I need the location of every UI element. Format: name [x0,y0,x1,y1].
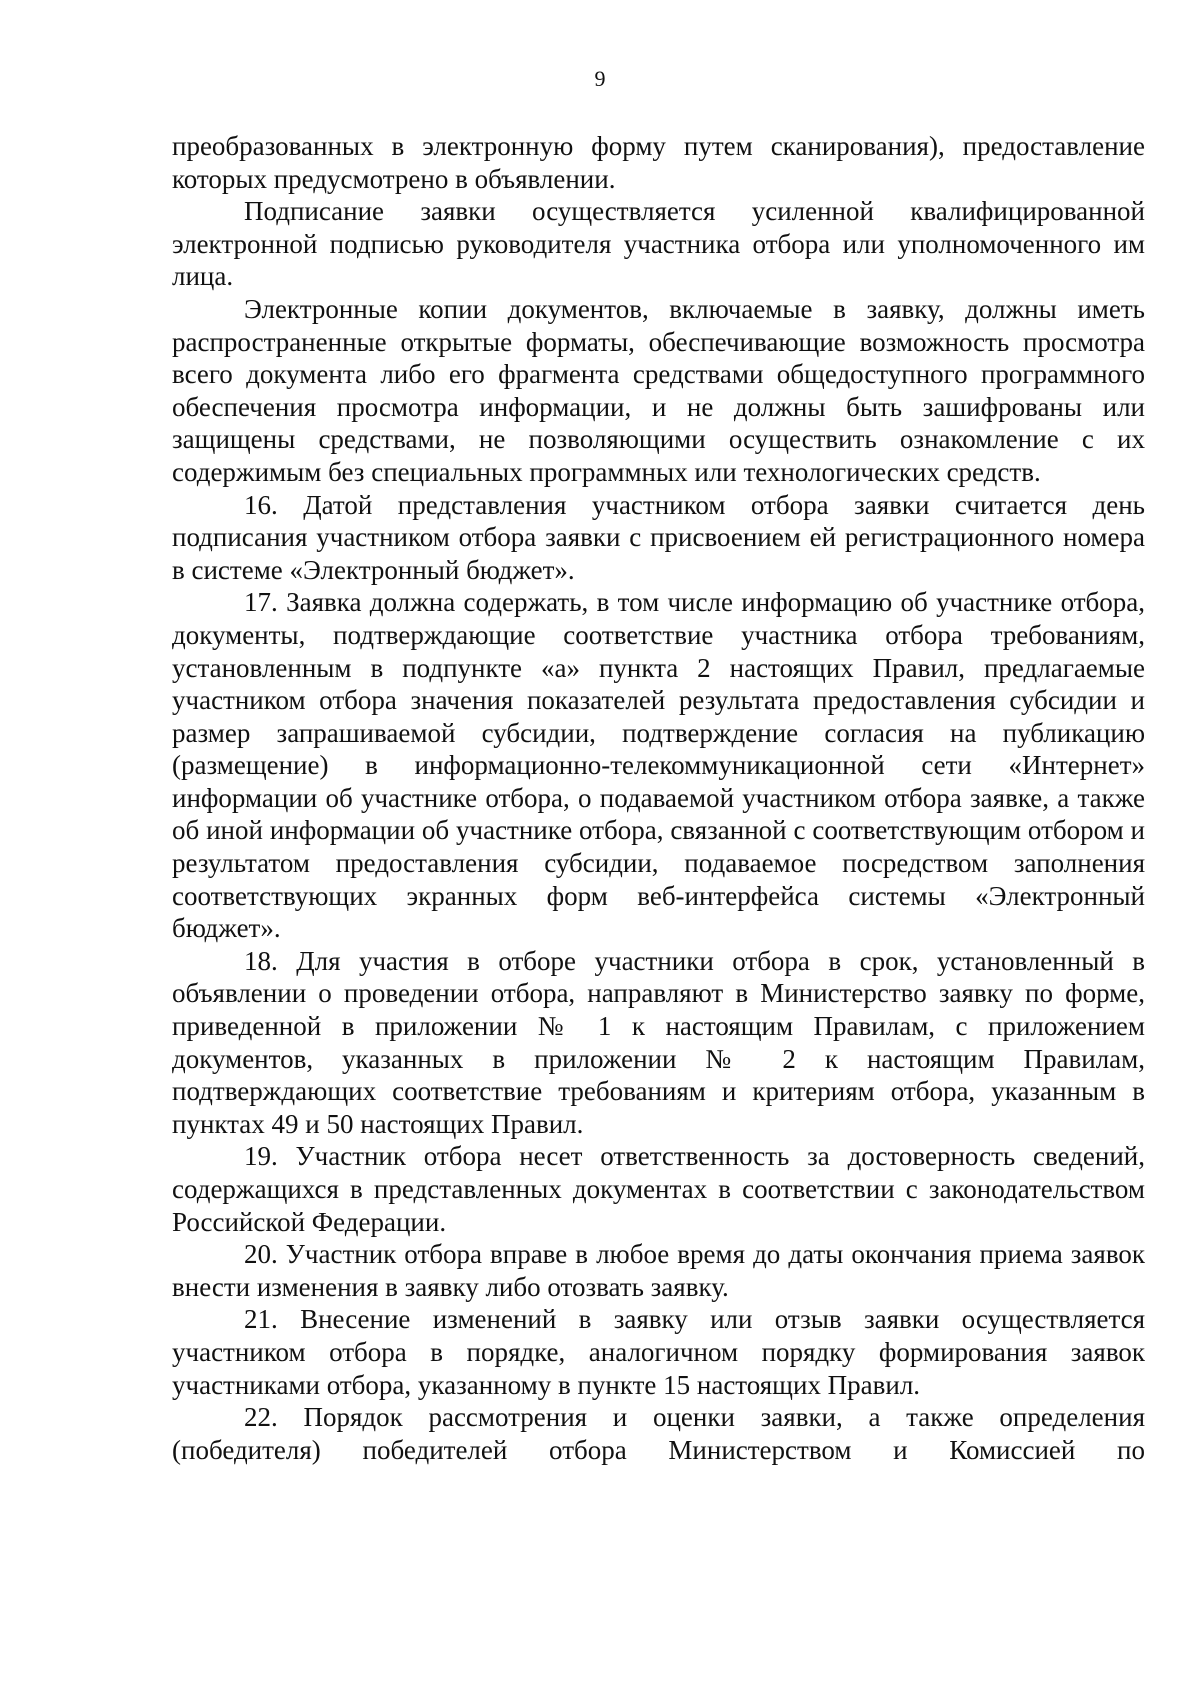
document-body [172,130,1145,1466]
paragraph-signing: Подписание заявки осуществляется усиленной квалифицированной электронной подписью руководителя участника отбора или уполномоченного им лица. [172,196,1145,292]
paragraph-item-21: 21. Внесение изменений в заявку или отзыв заявки осуществляется участником отбора в порядке, аналогичном порядку формирования заявок участниками отбора, указанному в пункте 15 настоящих Правил. [172,1304,1145,1400]
paragraph-item-20: 20. Участник отбора вправе в любое время до даты окончания приема заявок внести изменения в заявку либо отозвать заявку. [172,1239,1145,1302]
page-number: 9 [594,66,606,91]
paragraph-continuation: преобразованных в электронную форму путем сканирования), предоставление которых предусмотрено в объявлении. [172,131,1145,194]
paragraph-item-16: 16. Датой представления участником отбора заявки считается день подписания участником отбора заявки с присвоением ей регистрационного номера в системе «Электронный бюджет». [172,489,1145,585]
paragraph-electronic-copies: Электронные копии документов, включаемые в заявку, должны иметь распространенные открытые форматы, обеспечивающие возможность просмотра всего документа либо его фрагмента средствами общедоступного программного обеспечения просмотра информации, и не должны быть зашифрованы или защищены средствами, не позволяющими осуществить ознакомление с их содержимым без специальных программных или технологических средств. [172,293,1145,487]
paragraph-item-22: 22. Порядок рассмотрения и оценки заявки, а также определения (победителя) победителей отбора Министерством и Комиссией по [172,1402,1145,1465]
paragraph-item-19: 19. Участник отбора несет ответственность за достоверность сведений, содержащихся в представленных документах в соответствии с законодательством Российской Федерации. [172,1141,1145,1237]
paragraph-item-17: 17. Заявка должна содержать, в том числе информацию об участнике отбора, документы, подтверждающие соответствие участника отбора требованиям, установленным в подпункте «а» пункта 2 настоящих Правил, предлагаемые участником отбора значения показателей результата предоставления субсидии и размер запрашиваемой субсидии, подтверждение согласия на публикацию (размещение) в информационно-телекоммуникационной сети «Интернет» информации об участнике отбора, о подаваемой участником отбора заявке, а также об иной информации об участнике отбора, связанной с соответствующим отбором и результатом предоставления субсидии, подаваемое посредством заполнения соответствующих экранных форм веб-интерфейса системы «Электронный бюджет». [172,587,1145,944]
paragraph-item-18: 18. Для участия в отборе участники отбора в срок, установленный в объявлении о проведении отбора, направляют в Министерство заявку по форме, приведенной в приложении № 1 к настоящим Правилам, с приложением документов, указанных в приложении № 2 к настоящим Правилам, подтверждающих соответствие требованиям и критериям отбора, указанным в пунктах 49 и 50 настоящих Правил. [172,945,1145,1139]
